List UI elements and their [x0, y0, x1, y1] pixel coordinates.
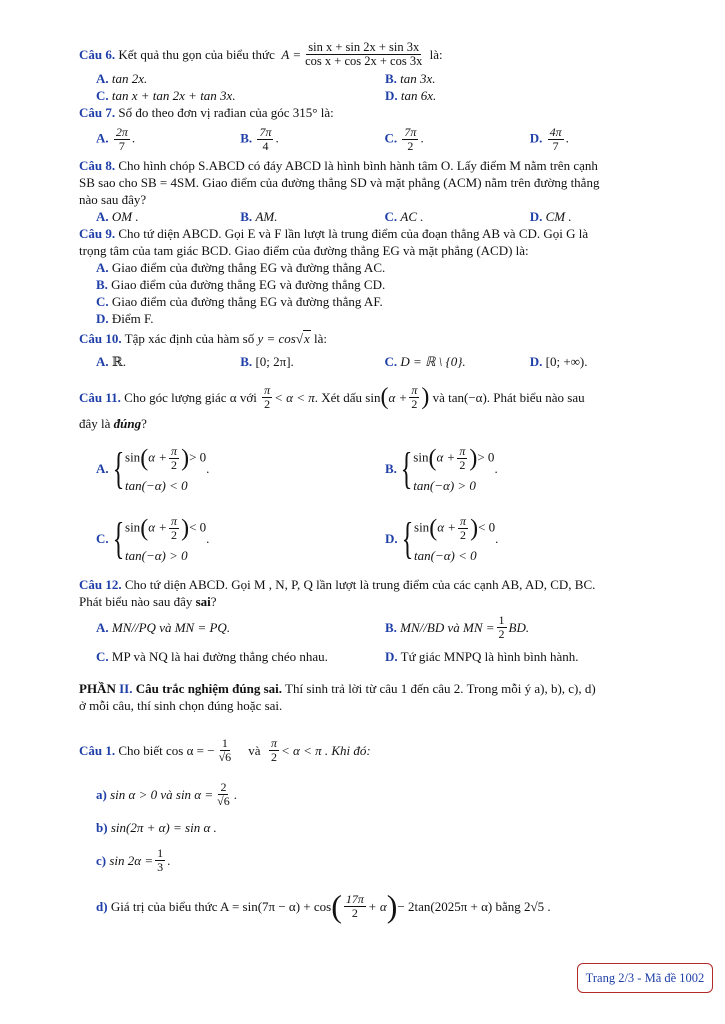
paren-open: ( [140, 515, 149, 541]
option-text: tan 2x. [111, 71, 148, 86]
statement-fraction [155, 847, 165, 874]
question-text: và tan(−α). Phát biểu nào sau [432, 389, 585, 405]
option-a[interactable]: A. { sin(α + $\frac{\pi}{2}$ )> 0 tan(−α) < 0 . [96, 443, 210, 493]
option-b[interactable]: B. { sin(α + $\frac{\pi}{2}$ )> 0 tan(−α) > 0 . [385, 443, 498, 493]
paren-open: ( [428, 445, 437, 471]
system-lines [125, 515, 206, 564]
option-key: D. [385, 88, 398, 103]
option-a[interactable] [96, 353, 240, 370]
numerator: 2 [220, 779, 227, 794]
brace: { [401, 514, 414, 563]
question-line: nào sau đây? [79, 192, 147, 207]
brace: { [400, 444, 413, 493]
option-key: B. [96, 277, 108, 292]
question-label: Câu 7. [79, 105, 116, 120]
paren-close: ) [386, 888, 398, 924]
option-d[interactable] [385, 648, 674, 665]
numerator: 7π [259, 124, 272, 139]
option-fraction [402, 126, 418, 153]
expr-denominator: cos x + cos 2x + cos 3x [305, 53, 423, 68]
statement-c[interactable] [79, 840, 674, 880]
option-key: A. [96, 619, 109, 635]
option-text: Điểm F. [111, 311, 154, 326]
statement-text: sin 2α = [109, 852, 154, 868]
denominator: √6 [217, 793, 230, 808]
option-text: [0; +∞). [545, 353, 588, 369]
conjunction: và [248, 742, 261, 758]
statement-fraction [215, 781, 232, 808]
system [112, 515, 206, 564]
option-d[interactable] [530, 353, 674, 370]
part-prefix: PHẦN [79, 681, 116, 696]
option-text: AC . [400, 209, 424, 224]
sign: > 0 [189, 448, 207, 464]
option-b[interactable] [385, 70, 674, 87]
option-text: MN//PQ và MN = PQ. [111, 619, 231, 635]
denominator: 7 [118, 138, 125, 153]
condition-tail: < α < π . Khi đó: [280, 742, 371, 758]
pi-over-two [169, 445, 179, 472]
question-text: đây là [79, 416, 111, 431]
option-a[interactable] [79, 259, 674, 276]
option-key: A. [96, 129, 109, 145]
paren-open: ( [140, 445, 149, 471]
paren-close: ) [181, 515, 190, 541]
denominator: 2 [171, 527, 178, 542]
question-text: Cho góc lượng giác α với [124, 389, 257, 405]
denominator: 3 [157, 859, 164, 874]
pi-over-two [457, 445, 467, 472]
system-line-1 [414, 515, 495, 542]
statement-key: d) [96, 898, 108, 914]
statement-text: sin α > 0 và sin α = [110, 786, 214, 802]
question-7 [79, 104, 674, 121]
option-key: C. [96, 531, 109, 546]
question-8 [79, 157, 674, 208]
part-description: ở mỗi câu, thí sinh chọn đúng hoặc sai. [79, 698, 283, 713]
denominator: 2 [264, 396, 271, 411]
option-key: D. [529, 353, 543, 369]
question-line: Phát biểu nào sau đây [79, 594, 193, 609]
numerator: 1 [157, 845, 164, 860]
option-key: A. [96, 209, 109, 224]
options-row [79, 121, 674, 157]
statement-d[interactable] [79, 884, 674, 928]
option-key: C. [384, 209, 398, 224]
option-text: MN//BD và MN = [400, 619, 495, 635]
question-line: Cho hình chóp S.ABCD có đáy ABCD là hình bình hành tâm O. Lấy điểm M nằm trên cạnh [118, 158, 598, 173]
option-key: A. [96, 71, 109, 86]
part2-question-1 [79, 730, 674, 770]
option-text: Giao điểm của đường thẳng EG và đường thẳng CD. [111, 277, 386, 292]
question-text: . Xét dấu sin [314, 389, 381, 405]
option-key: B. [385, 461, 397, 476]
sin-label: sin [125, 518, 141, 534]
option-key: B. [240, 209, 253, 224]
options-row [79, 87, 674, 104]
numerator: π [171, 513, 178, 528]
sin-label: sin [414, 518, 430, 534]
option-text: BD. [508, 619, 530, 635]
question-line: Cho tứ diện ABCD. Gọi M , N, P, Q lần lượt là trung điểm của các cạnh AB, AD, CD, BC. [124, 577, 596, 592]
question-11 [79, 379, 674, 415]
option-text: Giao điểm của đường thẳng EG và đường thẳng AF. [111, 294, 383, 309]
sign: > 0 [477, 448, 495, 464]
alpha-plus: α + [388, 389, 408, 405]
footer-text: Trang 2/3 - Mã đề 1002 [585, 970, 705, 985]
brace: { [112, 444, 125, 493]
exam-page [79, 38, 674, 928]
option-c[interactable] [96, 87, 385, 104]
sign: < 0 [189, 518, 207, 534]
question-6 [79, 38, 674, 70]
condition-fraction [269, 737, 279, 764]
option-text: Giao điểm của đường thẳng EG và đường thẳng AC. [111, 260, 386, 275]
question-text: Kết quả thu gọn của biểu thức [118, 46, 275, 62]
numerator: π [270, 735, 277, 750]
options-row [79, 436, 674, 502]
system-line-2: tan(−α) > 0 [413, 477, 476, 493]
cos-fraction [217, 737, 234, 764]
options-row [79, 208, 674, 225]
denominator: 2 [351, 905, 358, 920]
part-2-header [79, 680, 674, 714]
condition-tail: < α < π [274, 389, 315, 405]
option-fraction [114, 126, 130, 153]
pi-over-two [409, 384, 419, 411]
statement-key: b) [96, 819, 108, 835]
part-title [79, 681, 282, 696]
question-tail: ? [210, 594, 217, 609]
option-text: Tứ giác MNPQ là hình bình hành. [400, 648, 579, 664]
system-line-2: tan(−α) < 0 [414, 547, 477, 563]
option-key: D. [96, 311, 109, 326]
question-tail: là: [429, 46, 443, 62]
part-heading: Câu trắc nghiệm đúng sai. [135, 681, 282, 696]
denominator: 2 [411, 396, 418, 411]
option-text: AM. [255, 209, 278, 224]
question-label: Câu 8. [79, 158, 116, 173]
option-b[interactable] [79, 276, 674, 293]
statement-b[interactable] [79, 814, 674, 840]
expr-lhs: A = [281, 46, 302, 62]
question-label: Câu 10. [79, 331, 122, 346]
option-key: A. [96, 461, 109, 476]
question-line: SB sao cho SB = 4SM. Giao điểm của đường thẳng SD và mặt phẳng (ACM) nằm trên đường thẳng [79, 175, 600, 190]
denominator: 2 [498, 626, 505, 641]
denominator: 4 [262, 138, 269, 153]
option-text: tan 6x. [400, 88, 437, 103]
part-description: Thí sinh trả lời từ câu 1 đến câu 2. Trong mỗi ý a), b), c), d) [285, 681, 596, 696]
sin-label: sin [125, 448, 141, 464]
option-key: A. [96, 353, 109, 369]
expr-numerator: sin x + sin 2x + sin 3x [308, 39, 420, 54]
system [401, 515, 495, 564]
option-d[interactable] [385, 87, 674, 104]
question-line: trọng tâm của tam giác BCD. Giao điểm của đường thẳng EG và mặt phẳng (ACD) là: [79, 243, 529, 258]
page-footer [577, 963, 713, 993]
numerator: 17π [345, 891, 364, 906]
numerator: 4π [549, 124, 562, 139]
option-fraction [548, 126, 564, 153]
numerator: 1 [498, 612, 505, 627]
option-key: B. [385, 619, 397, 635]
option-a[interactable]: A. $\frac{2\pi}{7}$ . [96, 124, 136, 153]
question-label: Câu 6. [79, 46, 116, 62]
options-row [79, 70, 674, 87]
option-key: C. [96, 648, 109, 664]
option-c[interactable] [385, 353, 530, 370]
system-lines [414, 515, 495, 564]
paren-close: ) [469, 445, 478, 471]
system-lines [125, 445, 206, 494]
option-c[interactable]: C. { sin(α + $\frac{\pi}{2}$ )< 0 tan(−α) > 0 . [96, 513, 210, 563]
option-text: CM . [545, 209, 572, 224]
option-d[interactable]: D. { sin(α + $\frac{\pi}{2}$ )< 0 tan(−α) < 0 . [385, 513, 499, 563]
option-key: D. [529, 129, 543, 145]
option-b[interactable]: B. $\frac{7\pi}{4}$ . [240, 124, 279, 153]
radicand: x [304, 331, 310, 346]
denominator: 2 [460, 527, 467, 542]
options-row [79, 644, 674, 668]
option-fraction [257, 126, 273, 153]
emphasis: đúng [113, 416, 142, 431]
option-key: D. [385, 648, 398, 664]
question-tail: là: [314, 331, 328, 346]
paren-close: ) [421, 384, 430, 410]
statement-text: + α [367, 898, 387, 914]
paren-open: ( [380, 384, 389, 410]
expr-fraction [303, 41, 424, 68]
paren-close: ) [470, 515, 479, 541]
numerator: π [171, 443, 178, 458]
question-label: Câu 12. [79, 577, 122, 592]
option-key: D. [529, 209, 543, 224]
question-12 [79, 576, 674, 610]
pi-over-two [169, 515, 179, 542]
system-lines [413, 445, 494, 494]
option-key: C. [384, 353, 398, 369]
option-key: B. [385, 71, 397, 86]
paren-open: ( [331, 888, 342, 924]
system-line-1 [413, 445, 494, 472]
part-roman: II. [119, 681, 133, 696]
question-label: Câu 11. [79, 389, 121, 405]
option-b[interactable] [385, 614, 674, 641]
option-text: D = ℝ \ {0}. [400, 353, 466, 369]
system-line-2: tan(−α) > 0 [125, 547, 188, 563]
paren-close: ) [181, 445, 190, 471]
statement-text: − 2tan(2025π + α) bằng 2√5 . [397, 898, 551, 914]
question-label: Câu 9. [79, 226, 116, 241]
numerator: 2π [115, 124, 128, 139]
brace: { [112, 514, 125, 563]
option-c[interactable] [385, 208, 530, 225]
option-text: OM . [111, 209, 139, 224]
option-a[interactable] [96, 70, 385, 87]
alpha-plus: α + [148, 518, 168, 534]
statement-a[interactable] [79, 774, 674, 814]
question-label: Câu 1. [79, 742, 116, 758]
option-a[interactable] [96, 619, 385, 636]
option-c[interactable]: C. $\frac{7\pi}{2}$ . [384, 124, 424, 153]
denominator: √6 [218, 749, 232, 764]
paren-open: ( [429, 515, 438, 541]
option-c[interactable] [79, 293, 674, 310]
option-d[interactable] [530, 208, 674, 225]
numerator: π [264, 382, 271, 397]
option-text: tan x + tan 2x + tan 3x. [111, 88, 236, 103]
option-d[interactable]: D. $\frac{4\pi}{7}$ . [529, 124, 569, 153]
system-line-1 [125, 515, 206, 542]
system [112, 445, 206, 494]
sqrt-symbol: √ [295, 331, 303, 346]
alpha-plus: α + [437, 518, 457, 534]
alpha-plus: α + [148, 448, 168, 464]
system-line-2: tan(−α) < 0 [125, 477, 188, 493]
question-tail: ? [141, 416, 147, 431]
question-text: Số đo theo đơn vị rađian của góc [118, 105, 290, 120]
angle-value: 315° [292, 105, 318, 120]
question-tail: là: [320, 105, 334, 120]
question-9 [79, 225, 674, 259]
question-line: Cho tứ diện ABCD. Gọi E và F lần lượt là trung điểm của đoạn thẳng AB và CD. Gọi G là [118, 226, 589, 241]
option-key: C. [384, 129, 398, 145]
option-key: D. [385, 531, 398, 546]
pi-over-two [458, 515, 468, 542]
denominator: 2 [270, 749, 277, 764]
statement-text: sin(2π + α) = sin α . [110, 819, 217, 835]
option-d[interactable] [79, 310, 674, 327]
statement-key: a) [96, 786, 107, 802]
alpha-plus: α + [436, 448, 456, 464]
function-expr: y = cos [257, 331, 296, 346]
option-key: A. [96, 260, 109, 275]
system-line-1 [125, 445, 206, 472]
question-text: Cho biết cos α = − [118, 742, 215, 758]
option-text: MP và NQ là hai đường thẳng chéo nhau. [111, 648, 328, 664]
options-row [79, 347, 674, 375]
numerator: 1 [221, 735, 228, 750]
option-fraction [497, 614, 507, 641]
option-key: C. [96, 294, 109, 309]
statement-text: . [233, 786, 237, 802]
numerator: π [460, 513, 467, 528]
options-row [79, 506, 674, 572]
numerator: 7π [404, 124, 417, 139]
option-text: tan 3x. [400, 71, 436, 86]
option-key: C. [96, 88, 109, 103]
statement-key: c) [96, 852, 107, 868]
option-b[interactable] [240, 208, 384, 225]
question-11-line2 [79, 415, 674, 432]
denominator: 2 [171, 457, 178, 472]
sin-label: sin [413, 448, 429, 464]
numerator: π [411, 382, 418, 397]
option-key: B. [240, 129, 253, 145]
option-a[interactable] [96, 208, 240, 225]
system [400, 445, 494, 494]
statement-fraction [344, 893, 366, 920]
options-row [79, 610, 674, 644]
denominator: 2 [407, 138, 414, 153]
denominator: 2 [459, 457, 466, 472]
denominator: 7 [552, 138, 559, 153]
numerator: π [459, 443, 466, 458]
option-c[interactable] [96, 648, 385, 665]
option-text: [0; 2π]. [255, 353, 294, 369]
question-10 [79, 330, 674, 347]
option-text: ℝ. [111, 353, 126, 369]
emphasis: sai [195, 594, 211, 609]
statement-text: . [167, 852, 171, 868]
statement-text: Giá trị của biểu thức A = sin(7π − α) + cos [110, 898, 332, 914]
condition-fraction [262, 384, 272, 411]
sign: < 0 [478, 518, 496, 534]
question-text: Tập xác định của hàm số [124, 331, 255, 346]
option-key: B. [240, 353, 253, 369]
option-b[interactable] [240, 353, 384, 370]
